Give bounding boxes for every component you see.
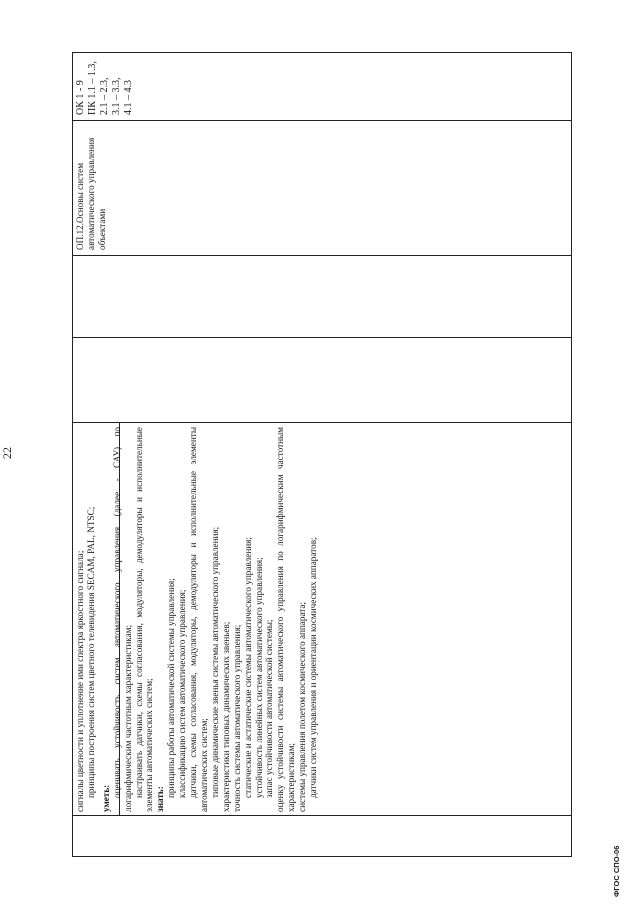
column-divider: [73, 255, 571, 256]
znat-item: принципы работы автоматической системы управления;: [166, 578, 177, 798]
znat-item: системы управления полетом космического аппарата;: [297, 601, 308, 812]
znat-item: оценку устойчивости системы автоматического управления по логарифмическим частотным характеристикам;: [275, 427, 297, 812]
znat-item: характеристики типовых динамических звеньев;: [220, 621, 231, 812]
znat-item: датчики, схемы согласования, модуляторы, демодуляторы и исполнительные элементы автоматических систем;: [188, 427, 209, 812]
znat-item: статические и астатические системы автоматического управления;: [242, 537, 253, 798]
znat-item: запас устойчивости автоматической системы;: [264, 619, 275, 798]
umet-item: настраивать датчики, схемы согласования, модуляторы, демодуляторы и исполнительные элементы автоматических систем;: [133, 427, 155, 812]
competency-code: 2.1 – 2.3,: [99, 77, 110, 115]
discipline-cell: [75, 130, 108, 250]
page-number: 22: [0, 447, 14, 459]
footer-code: ФГОС СПО-06: [612, 845, 621, 897]
top-line-1: сигналы цветности и уплотнение ими спектра яркостного сигнала;: [75, 550, 85, 812]
competency-table: [72, 52, 572, 857]
znat-item: датчики систем управления и ориентации космических аппаратов;: [308, 537, 319, 798]
znat-item: устойчивость линейных систем автоматического управления;: [253, 557, 264, 798]
column-divider: [73, 422, 571, 423]
umet-item: оценивать устойчивость систем автоматического управления (далее - САУ) по логарифмическим частотным характеристикам;: [111, 427, 133, 812]
znat-item: типовые динамические звенья системы автоматического управления;: [209, 526, 220, 798]
column-divider: [73, 815, 571, 816]
competency-code: ПК 1.1 – 1.3,: [87, 61, 98, 115]
column-divider: [73, 337, 571, 338]
competency-code: ОК 1 - 9: [75, 80, 86, 115]
znat-item: точность системы автоматического управления;: [231, 624, 242, 812]
znat-item: классификацию систем автоматического управления;: [177, 589, 188, 798]
competencies-cell: [75, 53, 135, 115]
competency-code: 4.1 – 4.3: [123, 80, 134, 115]
znat-label: знать:: [155, 786, 166, 812]
column-divider: [73, 120, 571, 121]
top-line-2: принципы построения систем цветного телевидения SECAM, PAL, NTSC;: [85, 506, 96, 798]
umet-label: уметь:: [100, 784, 111, 812]
discipline-title: ОП.12.Основы систем автоматического управления объектами: [75, 137, 107, 250]
knowledge-cell: [75, 427, 319, 812]
competency-code: 3.1 – 3.3,: [111, 77, 122, 115]
